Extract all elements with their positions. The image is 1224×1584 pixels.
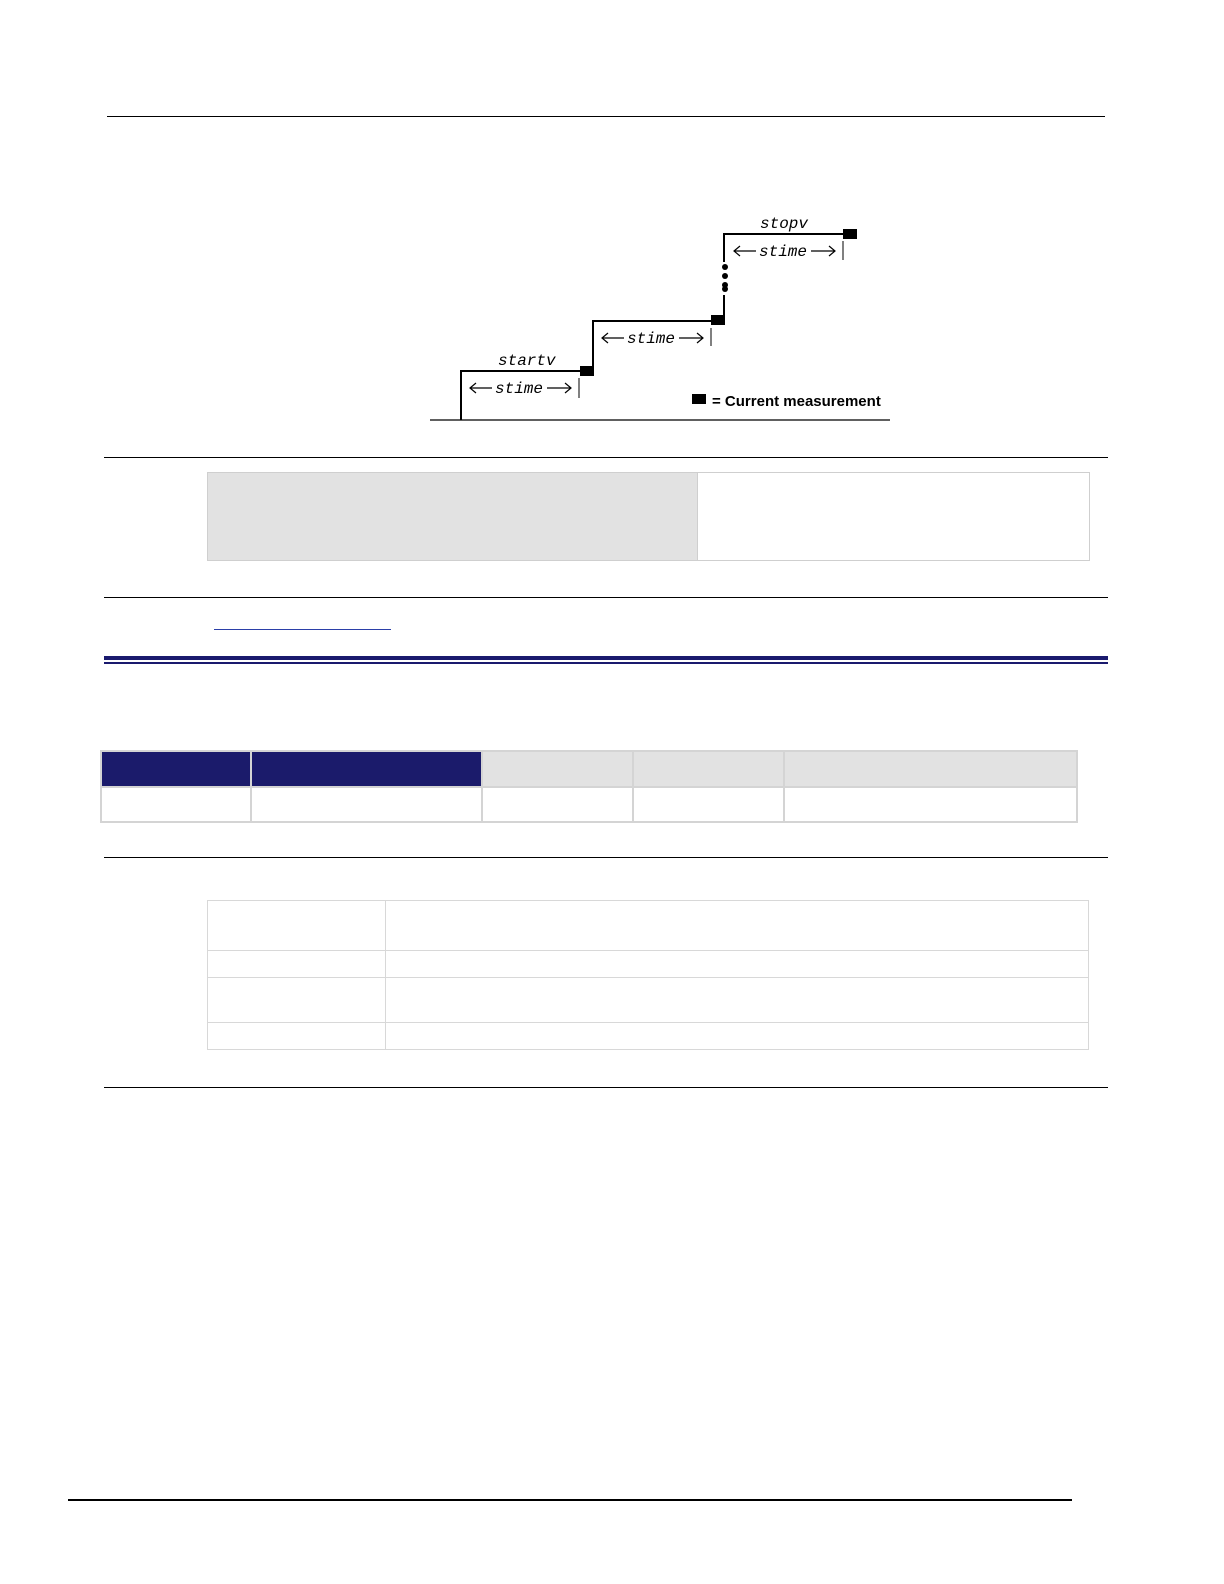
note-box: [207, 472, 1090, 561]
details-table-value-cell: [386, 901, 1089, 951]
section-rule: [104, 857, 1108, 858]
details-table-label-cell: [208, 1023, 386, 1050]
note-box-right-cell: [698, 473, 1090, 561]
details-table-value-cell: [386, 951, 1089, 978]
startv-label: startv: [498, 352, 556, 370]
stime-label: stime: [495, 380, 544, 398]
stime-label: stime: [759, 243, 808, 261]
heading-rule-thick: [104, 656, 1108, 660]
stime-label: stime: [627, 330, 676, 348]
hyperlink-underline[interactable]: [214, 629, 391, 630]
sweep-diagram: [420, 200, 900, 430]
attribute-table-cell: [101, 787, 251, 822]
note-box-left-cell: [208, 473, 698, 561]
attribute-table-cell: [482, 787, 633, 822]
footer-rule: [68, 1499, 1072, 1501]
attribute-table-cell: [784, 787, 1077, 822]
attribute-table-header-cell: [633, 751, 784, 787]
continuation-dot: [722, 264, 728, 270]
attribute-table-cell: [251, 787, 482, 822]
attribute-table-header-cell: [784, 751, 1077, 787]
legend-label: = Current measurement: [712, 393, 881, 410]
measurement-marker: [580, 366, 594, 376]
measurement-marker: [711, 315, 725, 325]
details-table: [207, 900, 1089, 1050]
continuation-dot: [722, 273, 728, 279]
details-table-value-cell: [386, 978, 1089, 1023]
attribute-table: [100, 750, 1078, 823]
continuation-dot: [722, 286, 728, 292]
attribute-table-header-cell: [482, 751, 633, 787]
attribute-table-cell: [633, 787, 784, 822]
attribute-table-header-cell: [101, 751, 251, 787]
header-rule: [107, 116, 1105, 117]
section-rule: [104, 457, 1108, 458]
details-table-label-cell: [208, 951, 386, 978]
section-rule: [104, 1087, 1108, 1088]
details-table-value-cell: [386, 1023, 1089, 1050]
section-rule: [104, 597, 1108, 598]
sweep-diagram-svg: [420, 200, 900, 430]
stopv-label: stopv: [760, 215, 809, 233]
heading-rule-thin: [104, 662, 1108, 664]
details-table-label-cell: [208, 978, 386, 1023]
measurement-marker: [843, 229, 857, 239]
attribute-table-header-cell: [251, 751, 482, 787]
legend-marker: [692, 394, 706, 404]
details-table-label-cell: [208, 901, 386, 951]
